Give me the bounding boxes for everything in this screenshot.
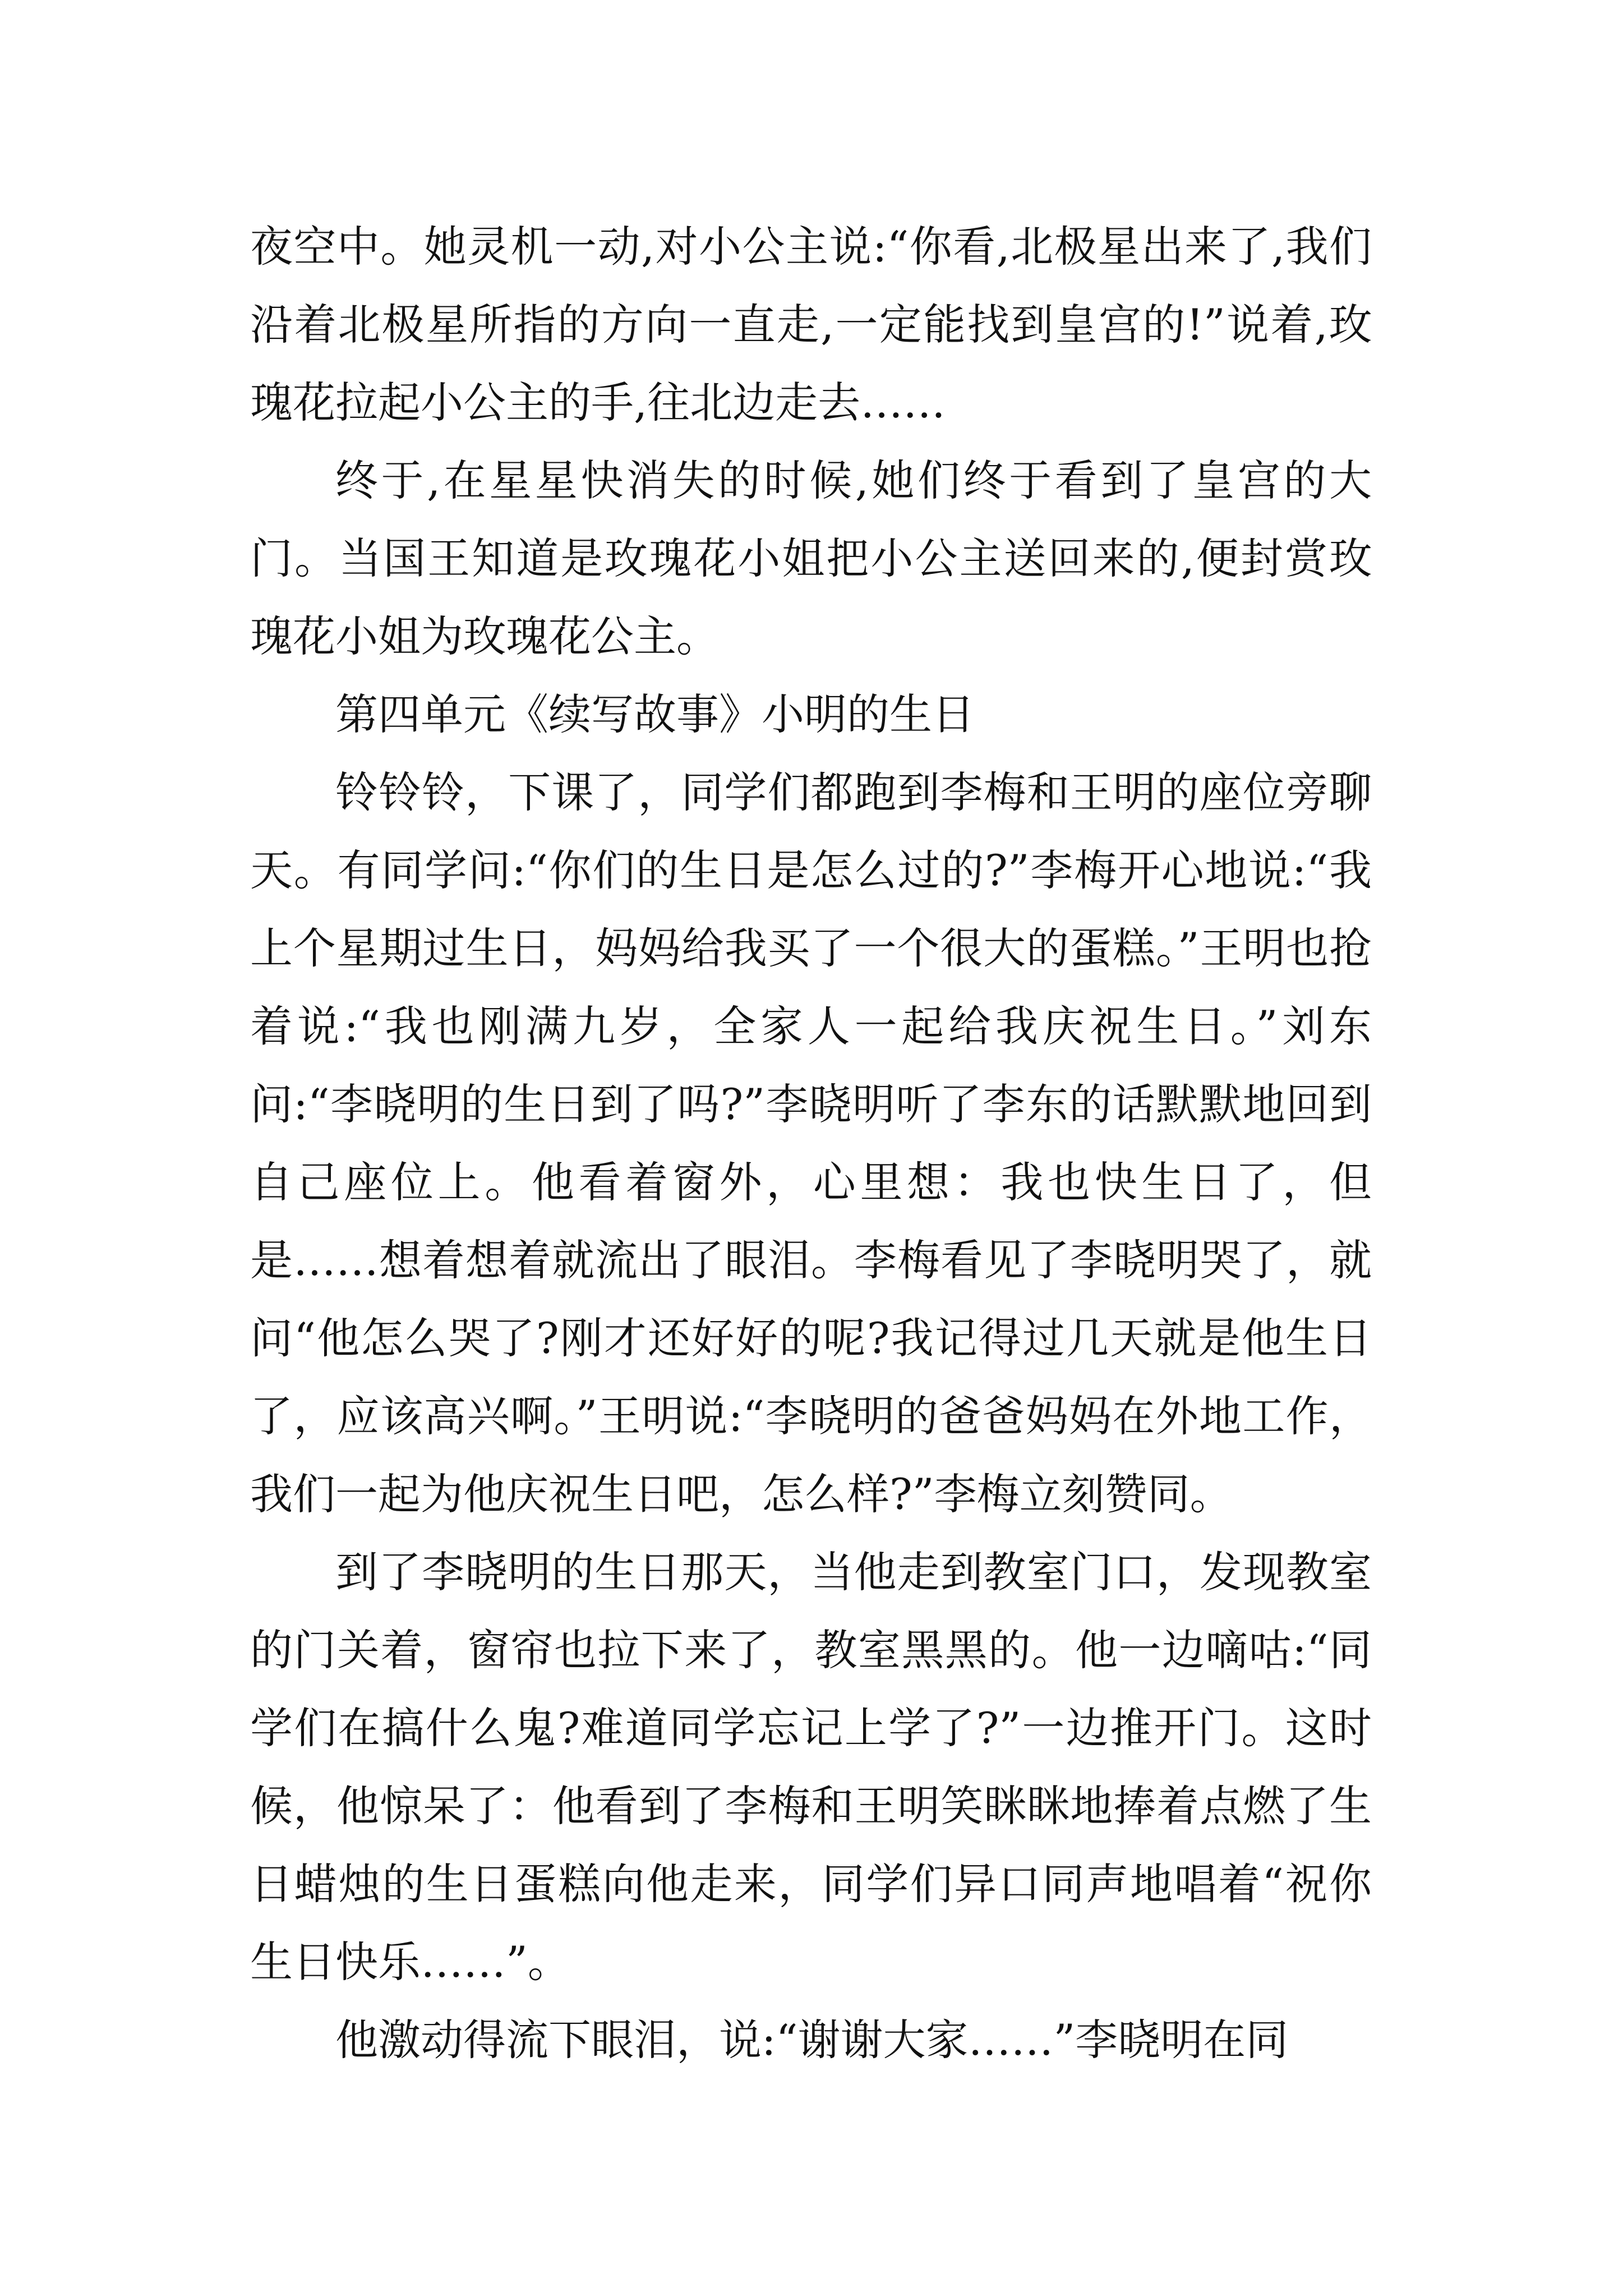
document-body (250, 208, 1372, 2079)
paragraph-thanks: 他激动得流下眼泪，说:“谢谢大家……”李晓明在同 (335, 2015, 1289, 2065)
section-heading: 第四单元《续写故事》小明的生日 (335, 689, 975, 739)
paragraph-classroom-chat: 铃铃铃，下课了，同学们都跑到李梅和王明的座位旁聊天。有同学问:“你们的生日是怎么过的?”李梅开心地说:“我上个星期过生日，妈妈给我买了一个很大的蛋糕。”王明也抢着说:“我也刚满九岁，全家人一起给我庆祝生日。”刘东问:“李晓明的生日到了吗?”李晓明听了李东的话默默地回到自己座位上。他看着窗外，心里想：我也快生日了，但是……想着想着就流出了眼泪。李梅看见了李晓明哭了，就问“他怎么哭了?刚才还好好的呢?我记得过几天就是他生日了，应该高兴啊。”王明说:“李晓明的爸爸妈妈在外地工作，我们一起为他庆祝生日吧，怎么样?”李梅立刻赞同。 (250, 767, 1372, 1519)
paragraph-night-sky: 夜空中。她灵机一动,对小公主说:“你看,北极星出来了,我们沿着北极星所指的方向一直走,一定能找到皇宫的!”说着,玫瑰花拉起小公主的手,往北边走去…… (250, 222, 1372, 427)
paragraph-birthday-surprise: 到了李晓明的生日那天，当他走到教室门口，发现教室的门关着，窗帘也拉下来了，教室黑黑的。他一边嘀咕:“同学们在搞什么鬼?难道同学忘记上学了?”一边推开门。这时候，他惊呆了：他看到了李梅和王明笑眯眯地捧着点燃了生日蜡烛的生日蛋糕向他走来，同学们异口同声地唱着“祝你生日快乐……”。 (250, 1547, 1372, 1987)
paragraph-palace-gate: 终于,在星星快消失的时候,她们终于看到了皇宫的大门。当国王知道是玫瑰花小姐把小公主送回来的,便封赏玫瑰花小姐为玫瑰花公主。 (250, 455, 1372, 661)
